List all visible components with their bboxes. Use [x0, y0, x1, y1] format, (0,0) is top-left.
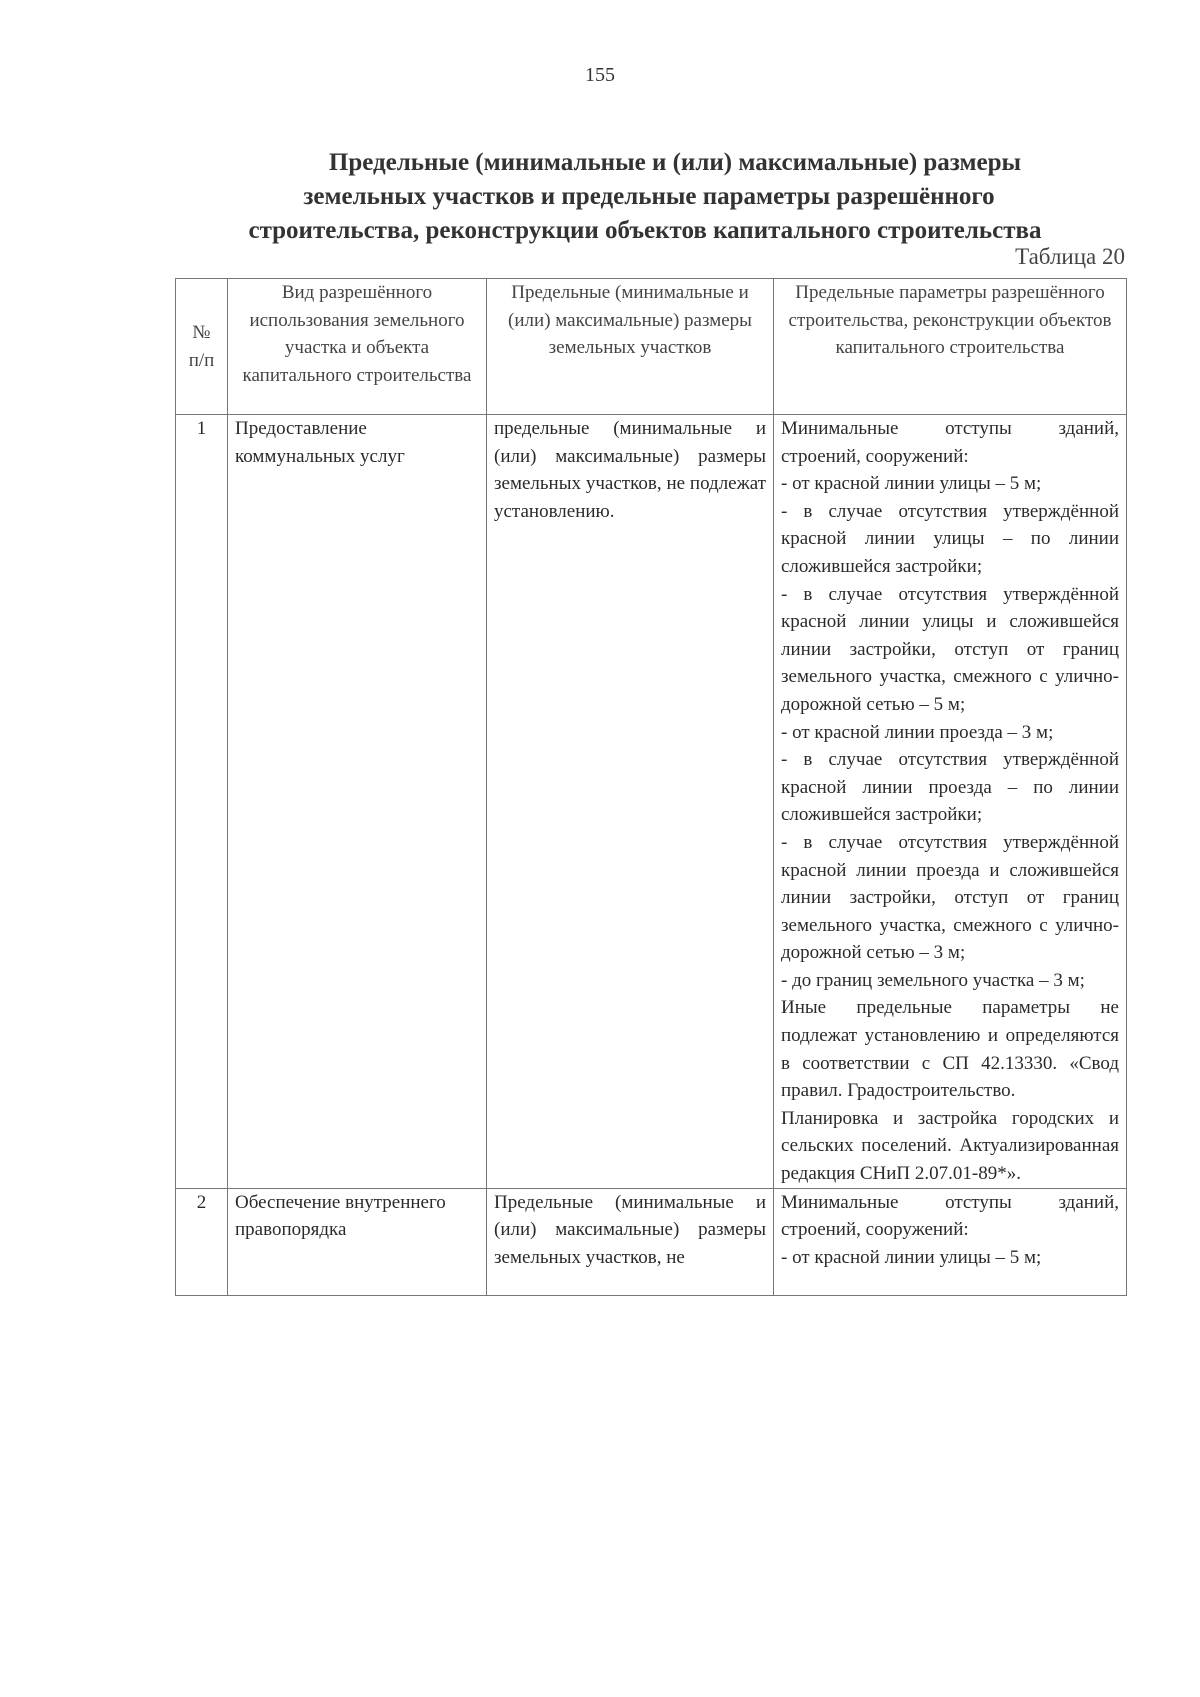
table-header-row — [176, 279, 1127, 415]
row-plot-sizes: предельные (минимальные и (или) максимальные) размеры земельных участков, не подлежат установлению. — [487, 415, 774, 1189]
parameters-table — [175, 278, 1127, 1296]
param-line: Минимальные отступы зданий, строений, сооружений: — [781, 418, 1119, 467]
row-construction-params — [774, 415, 1127, 1189]
table-row — [176, 1188, 1127, 1295]
param-line: - в случае отсутствия утверждённой красной линии улицы – по линии сложившейся застройки; — [781, 500, 1119, 577]
param-line: Планировка и застройка городских и сельских поселений. Актуализированная редакция СНиП 2.07.01-89*». — [781, 1107, 1119, 1185]
row-use-type: Предоставление коммунальных услуг — [228, 415, 487, 1189]
header-plot-sizes: Предельные (минимальные и (или) максимальные) размеры земельных участков — [487, 279, 774, 415]
header-number: № п/п — [176, 279, 228, 415]
table-row — [176, 415, 1127, 1189]
param-line: - от красной линии улицы – 5 м; — [781, 473, 1042, 495]
param-line: Минимальные отступы зданий, строений, сооружений: — [781, 1191, 1119, 1241]
row-number: 2 — [176, 1188, 228, 1295]
table-caption: Таблица 20 — [1015, 244, 1125, 269]
document-title — [170, 146, 1120, 248]
param-line: - от красной линии проезда – 3 м; — [781, 721, 1054, 743]
row-number: 1 — [176, 415, 228, 1189]
param-line: - от красной линии улицы – 5 м; — [781, 1246, 1042, 1268]
param-line: Иные предельные параметры не подлежат установлению и определяются в соответствии с СП 42.13330. «Свод правил. Градостроительство. — [781, 997, 1119, 1102]
title-line-2: земельных участков и предельные параметры разрешённого — [303, 183, 995, 210]
row-use-type: Обеспечение внутреннего правопорядка — [228, 1188, 487, 1295]
row-plot-sizes: Предельные (минимальные и (или) максимальные) размеры земельных участков, не — [487, 1188, 774, 1295]
header-use-type: Вид разрешённого использования земельного участка и объекта капитального строительства — [228, 279, 487, 415]
param-line: - до границ земельного участка – 3 м; — [781, 969, 1085, 991]
param-line: - в случае отсутствия утверждённой красной линии проезда и сложившейся линии застройки, отступ от границ земельного участка, смежного с улично-дорожной сетью – 3 м; — [781, 831, 1119, 964]
title-line-3: строительства, реконструкции объектов капитального строительства — [248, 217, 1042, 244]
param-line: - в случае отсутствия утверждённой красной линии проезда – по линии сложившейся застройки; — [781, 749, 1119, 826]
page-number: 155 — [585, 64, 615, 86]
row-construction-params — [774, 1188, 1127, 1295]
param-line: - в случае отсутствия утверждённой красной линии улицы и сложившейся линии застройки, отступ от границ земельного участка, смежного с улично-дорожной сетью – 5 м; — [781, 583, 1119, 715]
header-construction-params: Предельные параметры разрешённого строительства, реконструкции объектов капитального строительства — [774, 279, 1127, 415]
title-line-1: Предельные (минимальные и (или) максимальные) размеры — [328, 149, 1022, 176]
